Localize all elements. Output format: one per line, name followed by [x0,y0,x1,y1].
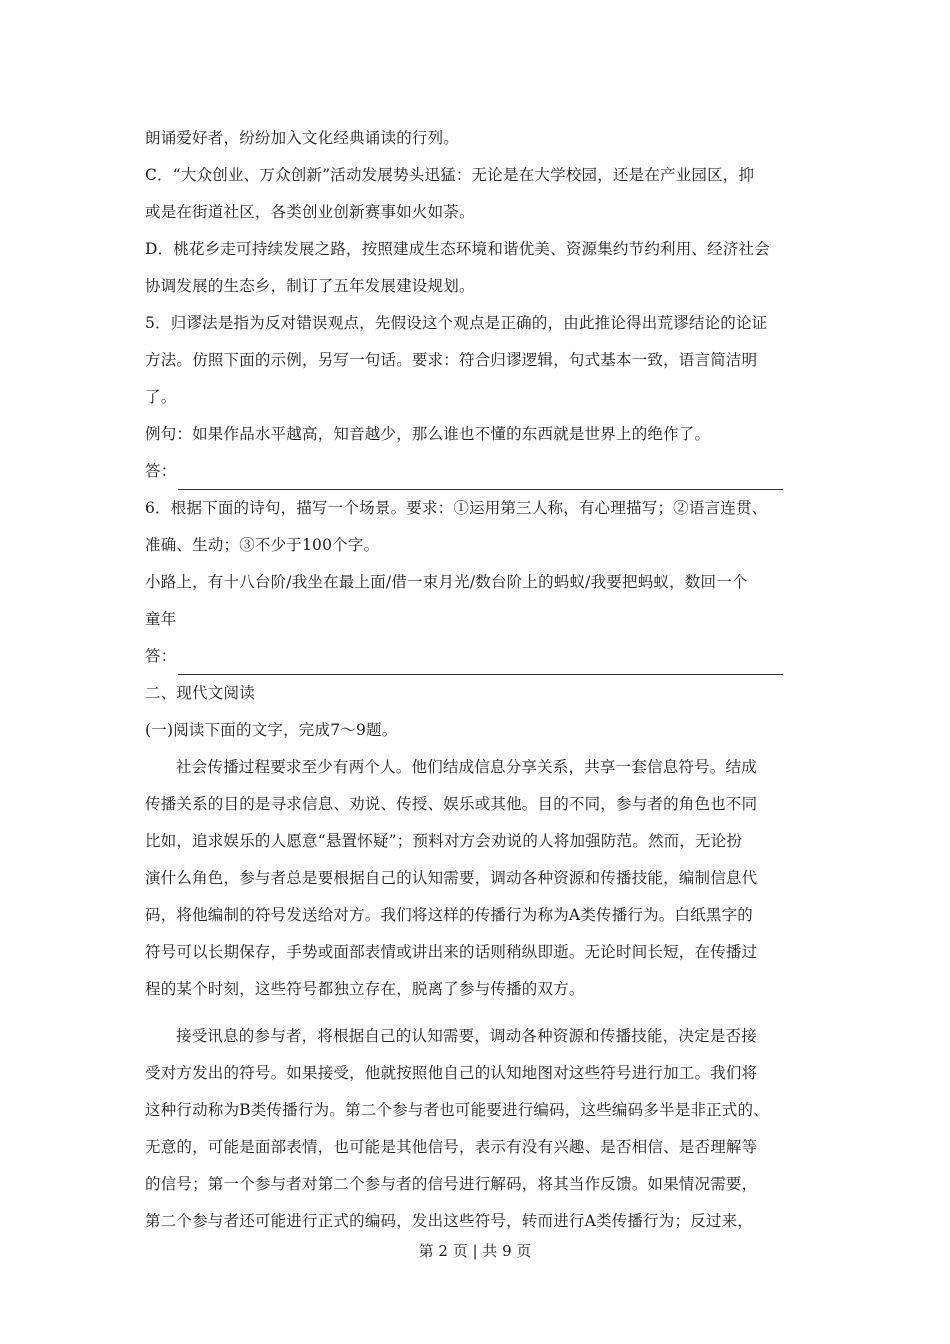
page-footer: 第 2 页 | 共 9 页 [418,1242,532,1260]
paragraph-line: 社会传播过程要求至少有两个人。他们结成信息分享关系，共享一套信息符号。结成 [176,758,757,776]
paragraph-line: 比如，追求娱乐的人愿意“悬置怀疑”；预料对方会劝说的人将加强防范。然而，无论扮 [145,832,743,850]
paragraph-line: 程的某个时刻，这些符号都独立存在，脱离了参与传播的双方。 [145,980,585,998]
page-content [145,120,810,1240]
answer-line-5 [145,453,810,490]
paragraph-line: 无意的，可能是面部表情，也可能是其他信号，表示有没有兴趣、是否相信、是否理解等 [145,1138,758,1156]
subsection-heading: (一)阅读下面的文字，完成7～9题。 [145,721,398,739]
paragraph-gap [145,1008,810,1018]
paragraph-line: 的信号；第一个参与者对第二个参与者的信号进行解码，将其当作反馈。如果情况需要， [145,1175,758,1193]
answer-label: 答： [145,462,177,480]
question-5-line: 5．归谬法是指为反对错误观点，先假设这个观点是正确的，由此推论得出荒谬结论的论证 [145,314,768,332]
paragraph-line: 这种行动称为B类传播行为。第二个参与者也可能要进行编码，这些编码多半是非正式的、 [145,1101,769,1119]
option-d-line: D．桃花乡走可持续发展之路，按照建成生态环境和谐优美、资源集约节约利用、经济社会 [145,240,770,258]
answer-label: 答： [145,647,177,665]
text-line: 或是在街道社区，各类创业创新赛事如火如荼。 [145,203,475,221]
answer-blank[interactable] [178,652,783,675]
option-c-line: C．“大众创业、万众创新”活动发展势头迅猛：无论是在大学校园，还是在产业园区，抑 [145,166,755,184]
text-line: 方法。仿照下面的示例，另写一句话。要求：符合归谬逻辑，句式基本一致，语言简洁明 [145,351,758,369]
paragraph-line: 受对方发出的符号。如果接受，他就按照他自己的认知地图对这些符号进行加工。我们将 [145,1064,758,1082]
answer-line-6 [145,638,810,675]
paragraph-line: 接受讯息的参与者，将根据自己的认知需要，调动各种资源和传播技能，决定是否接 [176,1027,757,1045]
poem-line: 小路上，有十八台阶/我坐在最上面/借一束月光/数台阶上的蚂蚁/我要把蚂蚁，数回一个 [145,573,748,591]
paragraph-line: 符号可以长期保存，手势或面部表情或讲出来的话则稍纵即逝。无论时间长短，在传播过 [145,943,758,961]
example-sentence: 例句：如果作品水平越高，知音越少，那么谁也不懂的东西就是世界上的绝作了。 [145,425,711,443]
text-line: 准确、生动；③不少于100个字。 [145,536,380,554]
text-line: 协调发展的生态乡，制订了五年发展建设规划。 [145,277,475,295]
paragraph-line: 码，将他编制的符号发送给对方。我们将这样的传播行为称为A类传播行为。白纸黑字的 [145,906,753,924]
answer-blank[interactable] [178,467,783,490]
paragraph-line: 第二个参与者还可能进行正式的编码，发出这些符号，转而进行A类传播行为；反过来， [145,1212,753,1230]
text-line: 了。 [145,388,177,406]
paragraph-line: 传播关系的目的是寻求信息、劝说、传授、娱乐或其他。目的不同，参与者的角色也不同 [145,795,758,813]
text-line: 朗诵爱好者，纷纷加入文化经典诵读的行列。 [145,129,460,147]
question-6-line: 6．根据下面的诗句，描写一个场景。要求：①运用第三人称，有心理描写；②语言连贯、 [145,499,768,517]
section-heading: 二、现代文阅读 [145,684,255,702]
paragraph-line: 演什么角色，参与者总是要根据自己的认知需要，调动各种资源和传播技能，编制信息代 [145,869,758,887]
poem-line: 童年 [145,610,177,628]
